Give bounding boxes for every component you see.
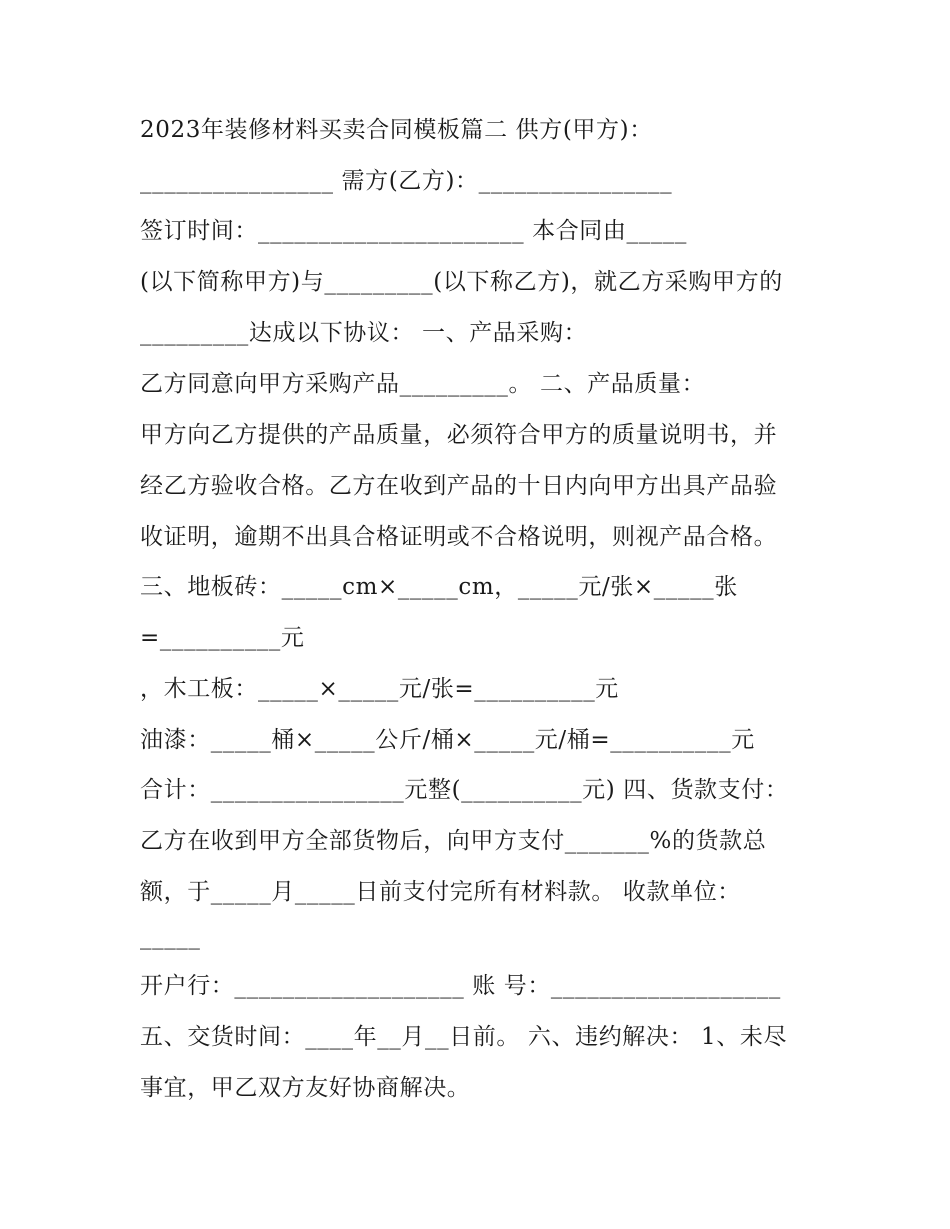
text-line: 乙方在收到甲方全部货物后，向甲方支付_______%的货款总 — [140, 828, 767, 854]
text-line: 乙方同意向甲方采购产品_________。 二、产品质量： — [140, 371, 706, 397]
text-line: 三、地板砖：_____cm×_____cm，_____元/张×_____张 — [140, 574, 738, 600]
text-line: 甲方向乙方提供的产品质量，必须符合甲方的质量说明书，并 — [140, 422, 778, 448]
text-line: 事宜，甲乙双方友好协商解决。 — [140, 1075, 471, 1101]
text-line: 收证明，逾期不出具合格证明或不合格说明，则视产品合格。 — [140, 524, 778, 550]
text-line: =__________元 — [140, 625, 305, 651]
text-line: _________达成以下协议： 一、产品采购： — [140, 320, 588, 346]
text-line: _____ — [140, 924, 201, 950]
text-line: (以下简称甲方)与_________(以下称乙方)，就乙方采购甲方的 — [140, 269, 783, 295]
text-line: 签订时间：______________________ 本合同由_____ — [140, 218, 688, 244]
text-line: 经乙方验收合格。乙方在收到产品的十日内向甲方出具产品验 — [140, 473, 778, 499]
text-line: 2023年装修材料买卖合同模板篇二 供方(甲方)： — [140, 117, 653, 143]
text-line: ，木工板：_____×_____元/张=__________元 — [140, 676, 619, 702]
text-line: 额，于_____月_____日前支付完所有材料款。 收款单位： — [140, 879, 741, 905]
text-line: 五、交货时间：____年__月__日前。 六、违约解决： 1、未尽 — [140, 1024, 788, 1050]
text-line: 油漆：_____桶×_____公斤/桶×_____元/桶=__________元 — [140, 727, 755, 753]
text-line: ________________ 需方(乙方)：________________ — [140, 168, 673, 194]
text-line: 开户行：___________________ 账 号：___________________ — [140, 973, 781, 999]
text-line: 合计：________________元整(__________元) 四、货款支付： — [140, 777, 789, 803]
